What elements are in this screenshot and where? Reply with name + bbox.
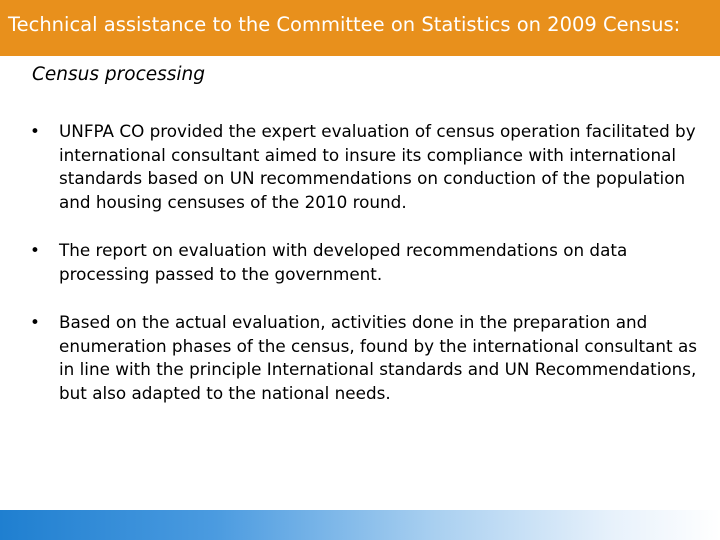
slide-subtitle: Census processing [32, 64, 206, 85]
bullet-text: Based on the actual evaluation, activities done in the preparation and enumeration phases of the census, found by the international consultant as in line with the principle International standards and UN Recommendations, but also adapted to the national needs. [59, 312, 697, 403]
bullet-item [30, 311, 702, 405]
footer-gradient-bar [0, 510, 720, 540]
slide-title: Technical assistance to the Committee on Statistics on 2009 Census: [8, 13, 681, 36]
bullet-icon: • [30, 312, 40, 332]
bullet-text: The report on evaluation with developed recommendations on data processing passed to the government. [59, 240, 628, 284]
bullet-item [30, 239, 702, 286]
bullet-item [30, 120, 702, 214]
bullet-icon: • [30, 121, 40, 141]
bullet-text: UNFPA CO provided the expert evaluation of census operation facilitated by international consultant aimed to insure its compliance with international standards based on UN recommendations on conduction of the population and housing censuses of the 2010 round. [59, 121, 696, 212]
title-bar [0, 0, 720, 56]
bullet-icon: • [30, 240, 40, 260]
bullet-list [30, 120, 702, 430]
